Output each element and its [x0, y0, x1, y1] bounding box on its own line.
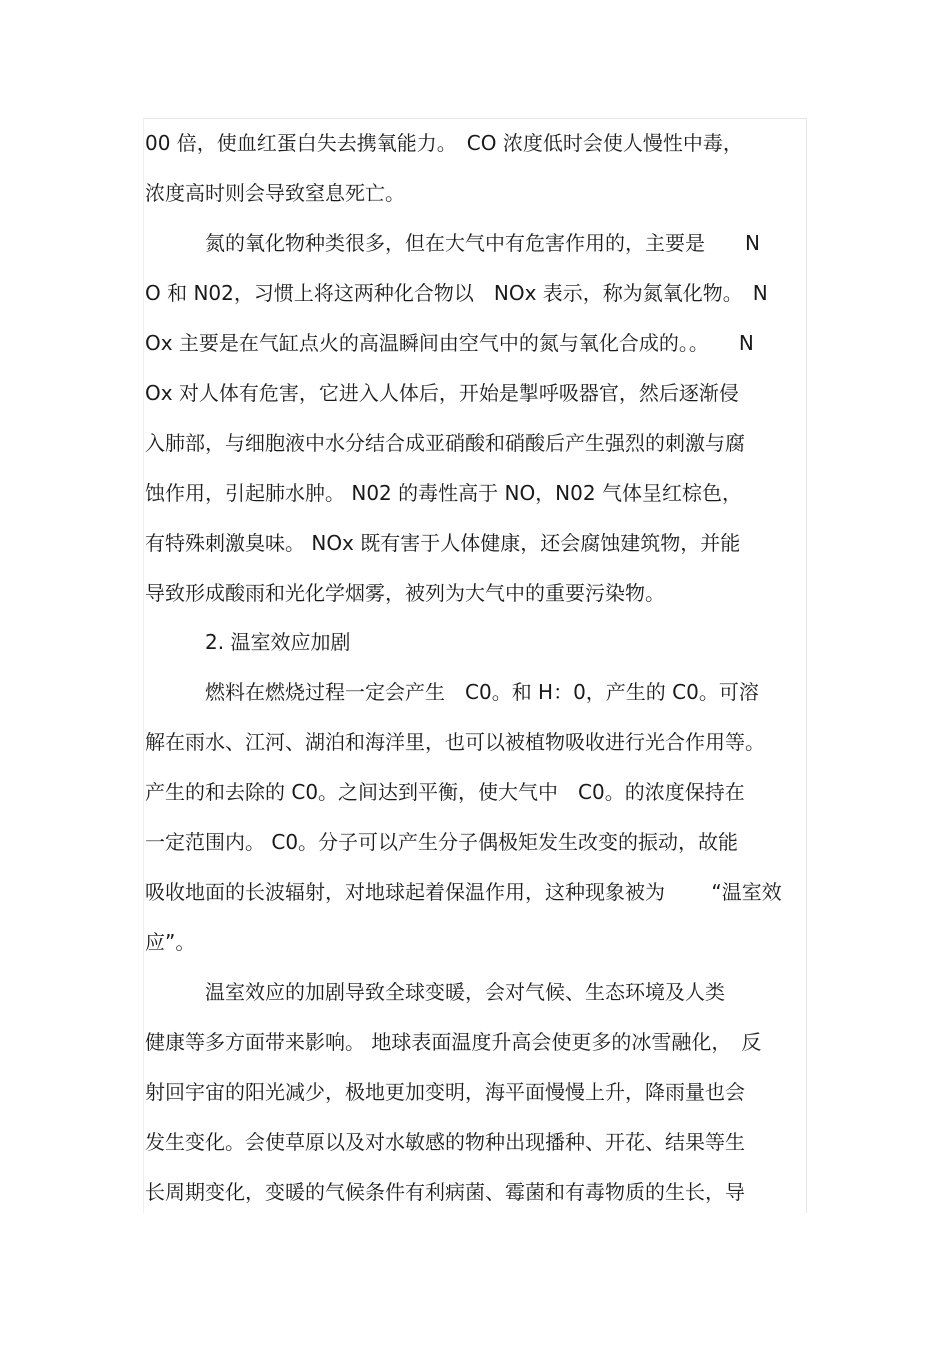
text-line: 发生变化。会使草原以及对水敏感的物种出现播种、开花、结果等生: [145, 1130, 745, 1154]
text-line: 有特殊刺激臭味。 NOx 既有害于人体健康，还会腐蚀建筑物，并能: [145, 531, 741, 555]
text-line: 吸收地面的长波辐射，对地球起着保温作用，这种现象被为 “温室效: [145, 880, 782, 904]
text-line: 产生的和去除的 C0。之间达到平衡，使大气中 C0。的浓度保持在: [145, 780, 745, 804]
text-line: 解在雨水、江河、湖泊和海洋里，也可以被植物吸收进行光合作用等。: [145, 730, 765, 754]
text-line: 蚀作用，引起肺水肿。 N02 的毒性高于 NO，N02 气体呈红棕色，: [145, 481, 742, 505]
text-line: 温室效应的加剧导致全球变暖，会对气候、生态环境及人类: [145, 980, 725, 1004]
text-line: 氮的氧化物种类很多，但在大气中有危害作用的，主要是 N: [145, 231, 760, 255]
text-line: 00 倍，使血红蛋白失去携氧能力。 CO 浓度低时会使人慢性中毒，: [145, 131, 743, 155]
text-line: 射回宇宙的阳光减少，极地更加变明，海平面慢慢上升，降雨量也会: [145, 1080, 745, 1104]
section-heading: 2. 温室效应加剧: [145, 630, 351, 654]
text-line: 应”。: [145, 930, 196, 954]
text-line: 健康等多方面带来影响。 地球表面温度升高会使更多的冰雪融化， 反: [145, 1030, 762, 1054]
text-line: 燃料在燃烧过程一定会产生 C0。和 H：0，产生的 C0。可溶: [145, 680, 759, 704]
text-line: 浓度高时则会导致窒息死亡。: [145, 181, 405, 205]
text-line: 入肺部，与细胞液中水分结合成亚硝酸和硝酸后产生强烈的刺激与腐: [145, 431, 745, 455]
text-line: O 和 N02，习惯上将这两种化合物以 NOx 表示，称为氮氧化物。 N: [145, 281, 768, 305]
text-line: 一定范围内。 C0。分子可以产生分子偶极矩发生改变的振动，故能: [145, 830, 739, 854]
text-line: 长周期变化，变暖的气候条件有利病菌、霉菌和有毒物质的生长，导: [145, 1180, 745, 1204]
text-line: 导致形成酸雨和光化学烟雾，被列为大气中的重要污染物。: [145, 581, 665, 605]
text-line: Ox 主要是在气缸点火的高温瞬间由空气中的氮与氧化合成的。。 N: [145, 331, 754, 355]
text-line: Ox 对人体有危害，它进入人体后，开始是掣呼吸器官，然后逐渐侵: [145, 381, 739, 405]
